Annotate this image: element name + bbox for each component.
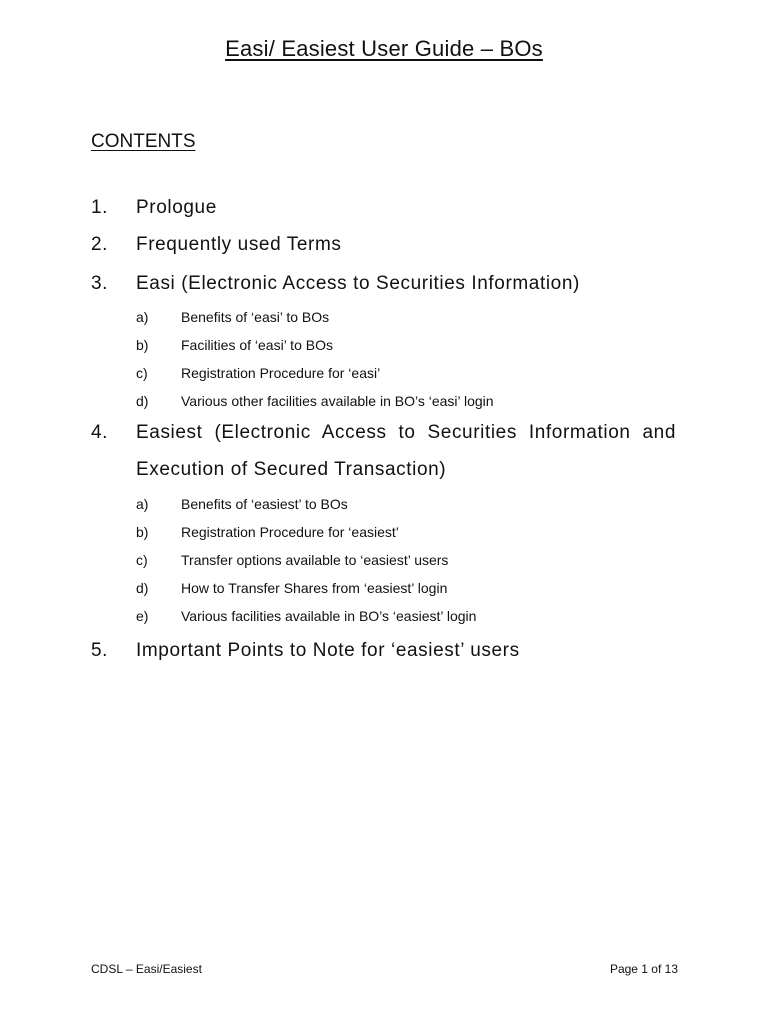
contents-heading: CONTENTS: [91, 131, 196, 152]
footer-document-name: CDSL – Easi/Easiest: [91, 962, 202, 976]
toc-label: Easi (Electronic Access to Securities Information): [136, 273, 580, 294]
toc-sub-letter: b): [136, 524, 149, 540]
toc-number: 4.: [91, 422, 109, 443]
toc-number: 3.: [91, 273, 109, 294]
toc-sub-label: How to Transfer Shares from ‘easiest’ login: [181, 580, 448, 596]
toc-sub-label: Registration Procedure for ‘easiest’: [181, 524, 399, 540]
page-title: Easi/ Easiest User Guide – BOs: [225, 36, 543, 61]
toc-sub-label: Various facilities available in BO’s ‘easiest’ login: [181, 608, 477, 624]
toc-sub-letter: b): [136, 337, 149, 353]
toc-sub-letter: d): [136, 580, 149, 596]
toc-number: 5.: [91, 640, 109, 661]
toc-sub-label: Registration Procedure for ‘easi’: [181, 365, 381, 381]
toc-sub-letter: a): [136, 309, 149, 325]
toc-sub-label: Facilities of ‘easi’ to BOs: [181, 337, 333, 353]
toc-label: Easiest (Electronic Access to Securities Information and: [136, 422, 676, 443]
toc-sub-label: Various other facilities available in BO’s ‘easi’ login: [181, 393, 494, 409]
toc-sub-letter: a): [136, 496, 149, 512]
toc-label: Prologue: [136, 197, 217, 218]
toc-sub-letter: c): [136, 365, 148, 381]
footer-page-number: Page 1 of 13: [609, 962, 678, 976]
toc-label: Important Points to Note for ‘easiest’ users: [136, 640, 520, 661]
toc-item-4-line2: [136, 459, 446, 481]
toc-number: 1.: [91, 197, 109, 218]
toc-sub-letter: e): [136, 608, 149, 624]
toc-label-continued: Execution of Secured Transaction): [136, 459, 447, 480]
toc-sub-label: Transfer options available to ‘easiest’ users: [181, 552, 449, 568]
toc-label: Frequently used Terms: [136, 234, 342, 255]
toc-sub-label: Benefits of ‘easiest’ to BOs: [181, 496, 348, 512]
toc-sub-letter: c): [136, 552, 148, 568]
toc-number: 2.: [91, 234, 109, 255]
toc-item-4-line1: [136, 422, 676, 444]
toc-sub-letter: d): [136, 393, 149, 409]
toc-sub-label: Benefits of ‘easi’ to BOs: [181, 309, 330, 325]
